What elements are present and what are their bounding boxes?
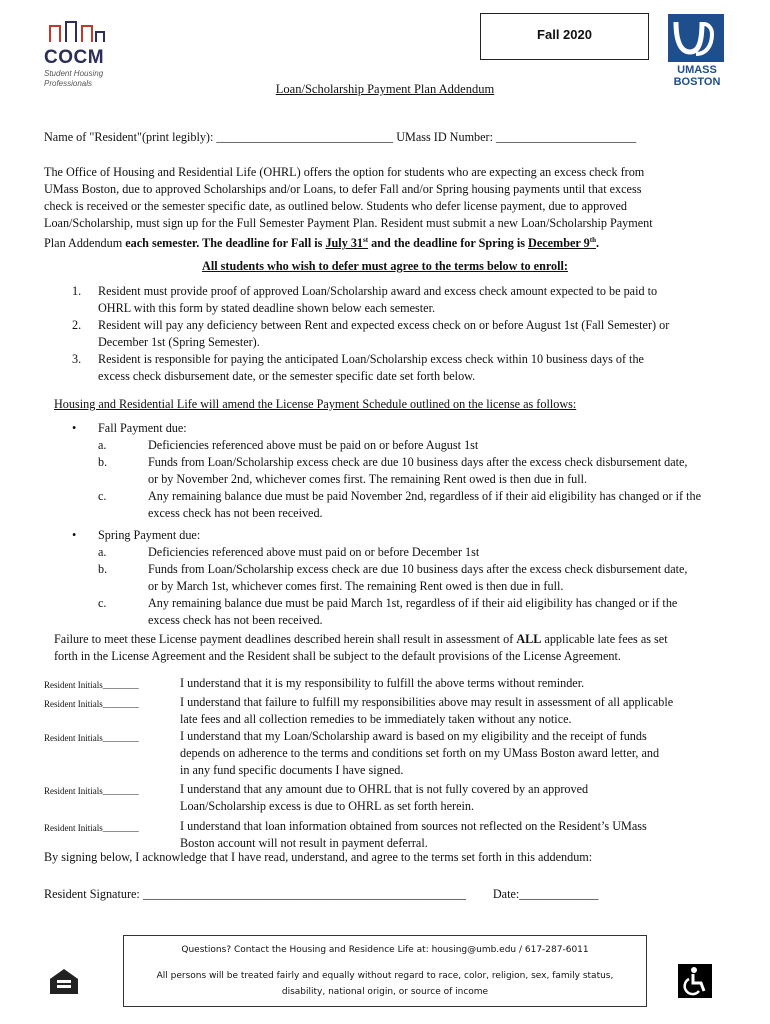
- umass-name: UMASS BOSTON: [673, 64, 721, 88]
- schedule-heading: Housing and Residential Life will amend the License Payment Schedule outlined on the license as follows:: [54, 397, 577, 411]
- initials-field[interactable]: Resident Initials________: [44, 733, 139, 743]
- umass-emblem-icon: [668, 14, 724, 62]
- umass-id-field[interactable]: UMass ID Number: _______________________: [396, 130, 637, 144]
- cocm-building-icon: [44, 20, 108, 42]
- resident-name-field[interactable]: Name of "Resident"(print legibly): _____________________________: [44, 130, 394, 144]
- equal-treatment-line2: disability, national origin, or source of income: [281, 987, 489, 997]
- contact-info: Questions? Contact the Housing and Residence Life at: housing@umb.edu / 617-287-6011: [181, 945, 589, 955]
- list-item: 3. Resident is responsible for paying the anticipated Loan/Scholarship excess check within 10 business days of the excess check disbursement date, or the semester specific date set forth below.: [72, 352, 644, 383]
- date-field[interactable]: Date:_____________: [492, 887, 599, 901]
- signature-field[interactable]: Resident Signature: _____________________________________________________: [44, 887, 466, 901]
- accessibility-icon: [678, 964, 712, 1003]
- cocm-name: COCM: [44, 47, 105, 68]
- name-id-line: [44, 129, 734, 146]
- initials-field[interactable]: Resident Initials________: [44, 699, 139, 709]
- equal-housing-icon: [48, 966, 80, 1003]
- spring-label: Spring Payment due:: [98, 528, 201, 542]
- list-item: Resident Initials________ I understand that it is my responsibility to fulfill the above terms without reminder.: [44, 675, 744, 694]
- acknowledgements: [44, 675, 744, 852]
- footer-box: [123, 935, 647, 1007]
- signature-line: [44, 886, 744, 903]
- fall-section: • Fall Payment due: a. Deficiencies referenced above must be paid on or before August 1st b. Funds from Loan/Scholarship excess check are due 10 business days after the excess check disbursement date, or by November 2nd, whichever comes first. The remaining Rent owed is then due in full. c. Any remaining balance due must be paid November 2nd, regardless of if their aid eligibility has changed or if the excess check has not been received.: [72, 421, 702, 520]
- initials-field[interactable]: Resident Initials________: [44, 786, 139, 796]
- list-item: Resident Initials________ I understand that any amount due to OHRL that is not fully covered by an approved Loan/Scholarship excess is due to OHRL as set forth herein.: [44, 782, 589, 813]
- spring-section: • Spring Payment due: a. Deficiencies referenced above must paid on or before December 1st b. Funds from Loan/Scholarship excess check are due 10 business days after the excess check disbursement date, or by March 1st, whichever comes first. The remaining Rent owed is then due in full. c. Any remaining balance due must be paid March 1st, regardless of if their aid eligibility has changed or if the excess check has not been received.: [72, 528, 688, 627]
- equal-treatment-line1: All persons will be treated fairly and equally without regard to race, color, religion, sex, family status,: [156, 971, 614, 981]
- list-item: Resident Initials________ I understand that loan information obtained from sources not reflected on the Resident’s UMass Boston account will not result in payment deferral.: [44, 819, 647, 850]
- cocm-tagline: Student Housing Professionals: [44, 69, 104, 88]
- list-item: 1. Resident must provide proof of approved Loan/Scholarship award and excess check amount expected to be paid to OHRL with this form by stated deadline shown below each semester.: [72, 284, 658, 315]
- term-label: Fall 2020: [537, 27, 592, 42]
- initials-field[interactable]: Resident Initials________: [44, 680, 139, 690]
- initials-field[interactable]: Resident Initials________: [44, 823, 139, 833]
- signing-statement: By signing below, I acknowledge that I have read, understand, and agree to the terms set forth in this addendum:: [44, 850, 593, 864]
- term-box: [480, 13, 649, 60]
- intro-paragraph: The Office of Housing and Residential Life (OHRL) offers the option for students who are expecting an excess check from UMass Boston, due to approved Scholarships and/or Loans, to defer Fall and/or Spring housing payments until that excess check is received or the semester specific date, as outlined below. Students who defer license payment, due to approved Loan/Scholarship, must sign up for the Full Semester Payment Plan. Resident must submit a new Loan/Scholarship Payment Plan Addendum each semester. The deadline for Fall is July 31st and the deadline for Spring is December 9th.: [44, 165, 653, 251]
- page-title: Loan/Scholarship Payment Plan Addendum: [275, 82, 495, 96]
- terms-list: [72, 283, 737, 385]
- terms-heading: All students who wish to defer must agree to the terms below to enroll:: [202, 259, 568, 273]
- umass-logo: [668, 14, 726, 88]
- fall-label: Fall Payment due:: [98, 421, 187, 435]
- list-item: Resident Initials________ I understand that my Loan/Scholarship award is based on my eligibility and the receipt of funds depends on adherence to the terms and conditions set forth on my UMass Boston award letter, and in any fund specific documents I have signed.: [44, 729, 660, 777]
- cocm-logo: [44, 20, 134, 89]
- list-item: Resident Initials________ I understand that failure to fulfill my responsibilities above may result in assessment of all applicable late fees and all collection remedies to be immediately taken without any notice.: [44, 695, 674, 726]
- list-item: 2. Resident will pay any deficiency between Rent and expected excess check on or before August 1st (Fall Semester) or December 1st (Spring Semester).: [72, 318, 670, 349]
- failure-paragraph: Failure to meet these License payment deadlines described herein shall result in assessment of ALL applicable late fees as set forth in the License Agreement and the Resident shall be subject to the default provisions of the License Agreement.: [54, 632, 668, 663]
